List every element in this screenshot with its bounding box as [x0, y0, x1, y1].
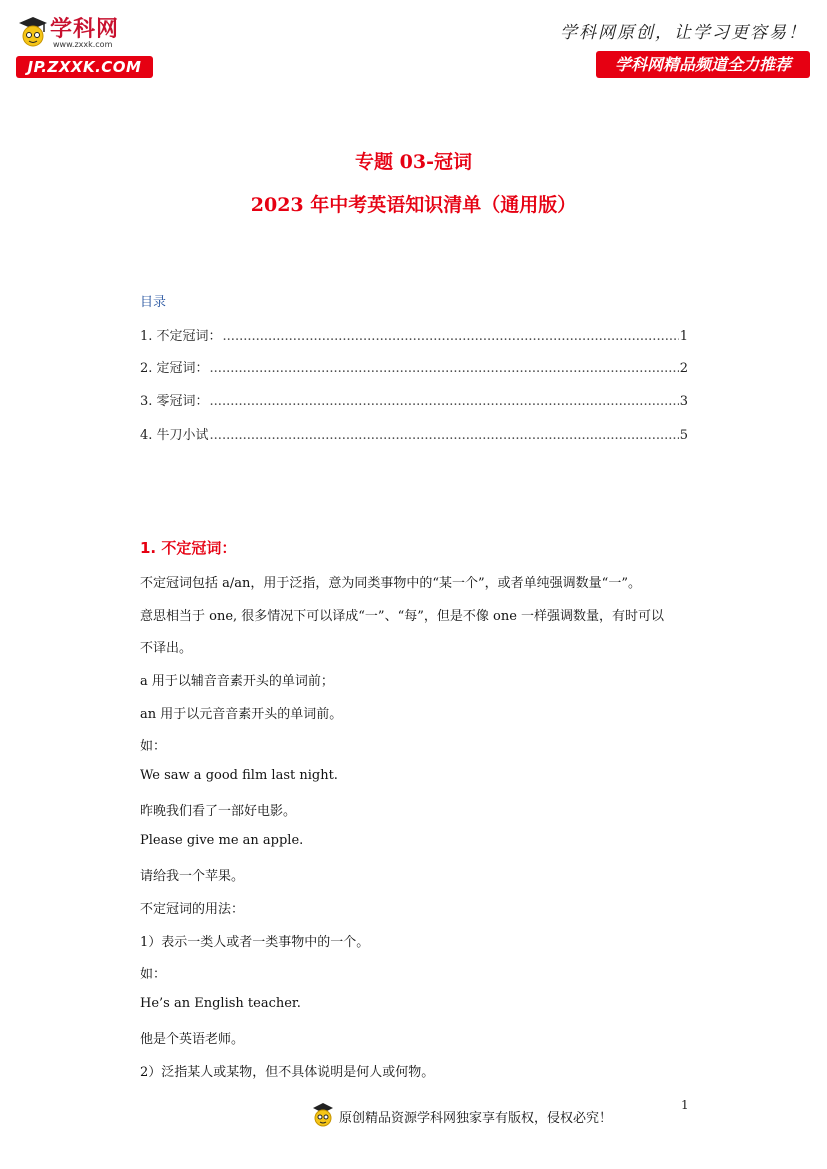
- toc-item-label: 3. 零冠词：: [140, 394, 209, 409]
- section-heading: 1. 不定冠词：: [140, 539, 237, 557]
- site-badge[interactable]: JP.ZXXK.COM: [16, 56, 153, 78]
- body-paragraph: 不定冠词包括 a/an，用于泛指，意为同类事物中的“某一个”，或者单纯强调数量“一”。: [140, 576, 641, 591]
- logo-wordmark: 学科网: [50, 17, 120, 42]
- document-subtitle: 2023 年中考英语知识清单（通用版）: [250, 194, 577, 216]
- toc-item-label: 1. 不定冠词：: [140, 329, 222, 344]
- page-number: 1: [681, 1098, 689, 1112]
- toc-heading: 目录: [140, 295, 167, 310]
- example-sentence: He’s an English teacher.: [140, 996, 301, 1011]
- toc-item-label: 4. 牛刀小试: [140, 428, 209, 443]
- body-paragraph: 不定冠词的用法：: [140, 902, 245, 917]
- header-slogan: 学科网原创，让学习更容易！: [560, 23, 807, 43]
- toc-item[interactable]: [140, 325, 688, 343]
- example-translation: 请给我一个苹果。: [140, 869, 245, 884]
- toc-leader-dots: [223, 329, 679, 344]
- logo-mascot-icon: [16, 14, 50, 50]
- example-sentence: We saw a good film last night.: [140, 768, 338, 783]
- body-paragraph: 不译出。: [140, 641, 193, 656]
- footer-copyright: 原创精品资源学科网独家享有版权，侵权必究！: [339, 1111, 613, 1126]
- toc-leader-dots: [210, 361, 679, 376]
- toc-leader-dots: [210, 394, 679, 409]
- toc-item-page: 3: [679, 394, 688, 409]
- toc-item-label: 2. 定冠词：: [140, 361, 209, 376]
- toc-item[interactable]: [140, 390, 688, 408]
- body-paragraph: 如：: [140, 967, 167, 982]
- body-paragraph: an 用于以元音音素开头的单词前。: [140, 707, 343, 722]
- toc-item-page: 1: [679, 329, 688, 344]
- example-translation: 他是个英语老师。: [140, 1032, 245, 1047]
- body-paragraph: 1）表示一类人或者一类事物中的一个。: [140, 935, 370, 950]
- footer-mascot-icon: [311, 1101, 335, 1129]
- body-paragraph: a 用于以辅音音素开头的单词前；: [140, 674, 334, 689]
- body-paragraph: 意思相当于 one, 很多情况下可以译成“一”、“每”，但是不像 one 一样强调数量，有时可以: [140, 609, 665, 624]
- document-title: 专题 03-冠词: [355, 151, 472, 173]
- channel-banner: 学科网精品频道全力推荐: [596, 51, 810, 78]
- example-sentence: Please give me an apple.: [140, 833, 304, 848]
- example-translation: 昨晚我们看了一部好电影。: [140, 804, 297, 819]
- body-paragraph: 如：: [140, 739, 167, 754]
- toc-item[interactable]: [140, 424, 688, 442]
- logo-url: www.zxxk.com: [53, 40, 113, 49]
- body-paragraph: 2）泛指某人或某物，但不具体说明是何人或何物。: [140, 1065, 435, 1080]
- toc-item-page: 2: [679, 361, 688, 376]
- toc-leader-dots: [210, 428, 679, 443]
- toc-item[interactable]: [140, 357, 688, 375]
- toc-item-page: 5: [679, 428, 688, 443]
